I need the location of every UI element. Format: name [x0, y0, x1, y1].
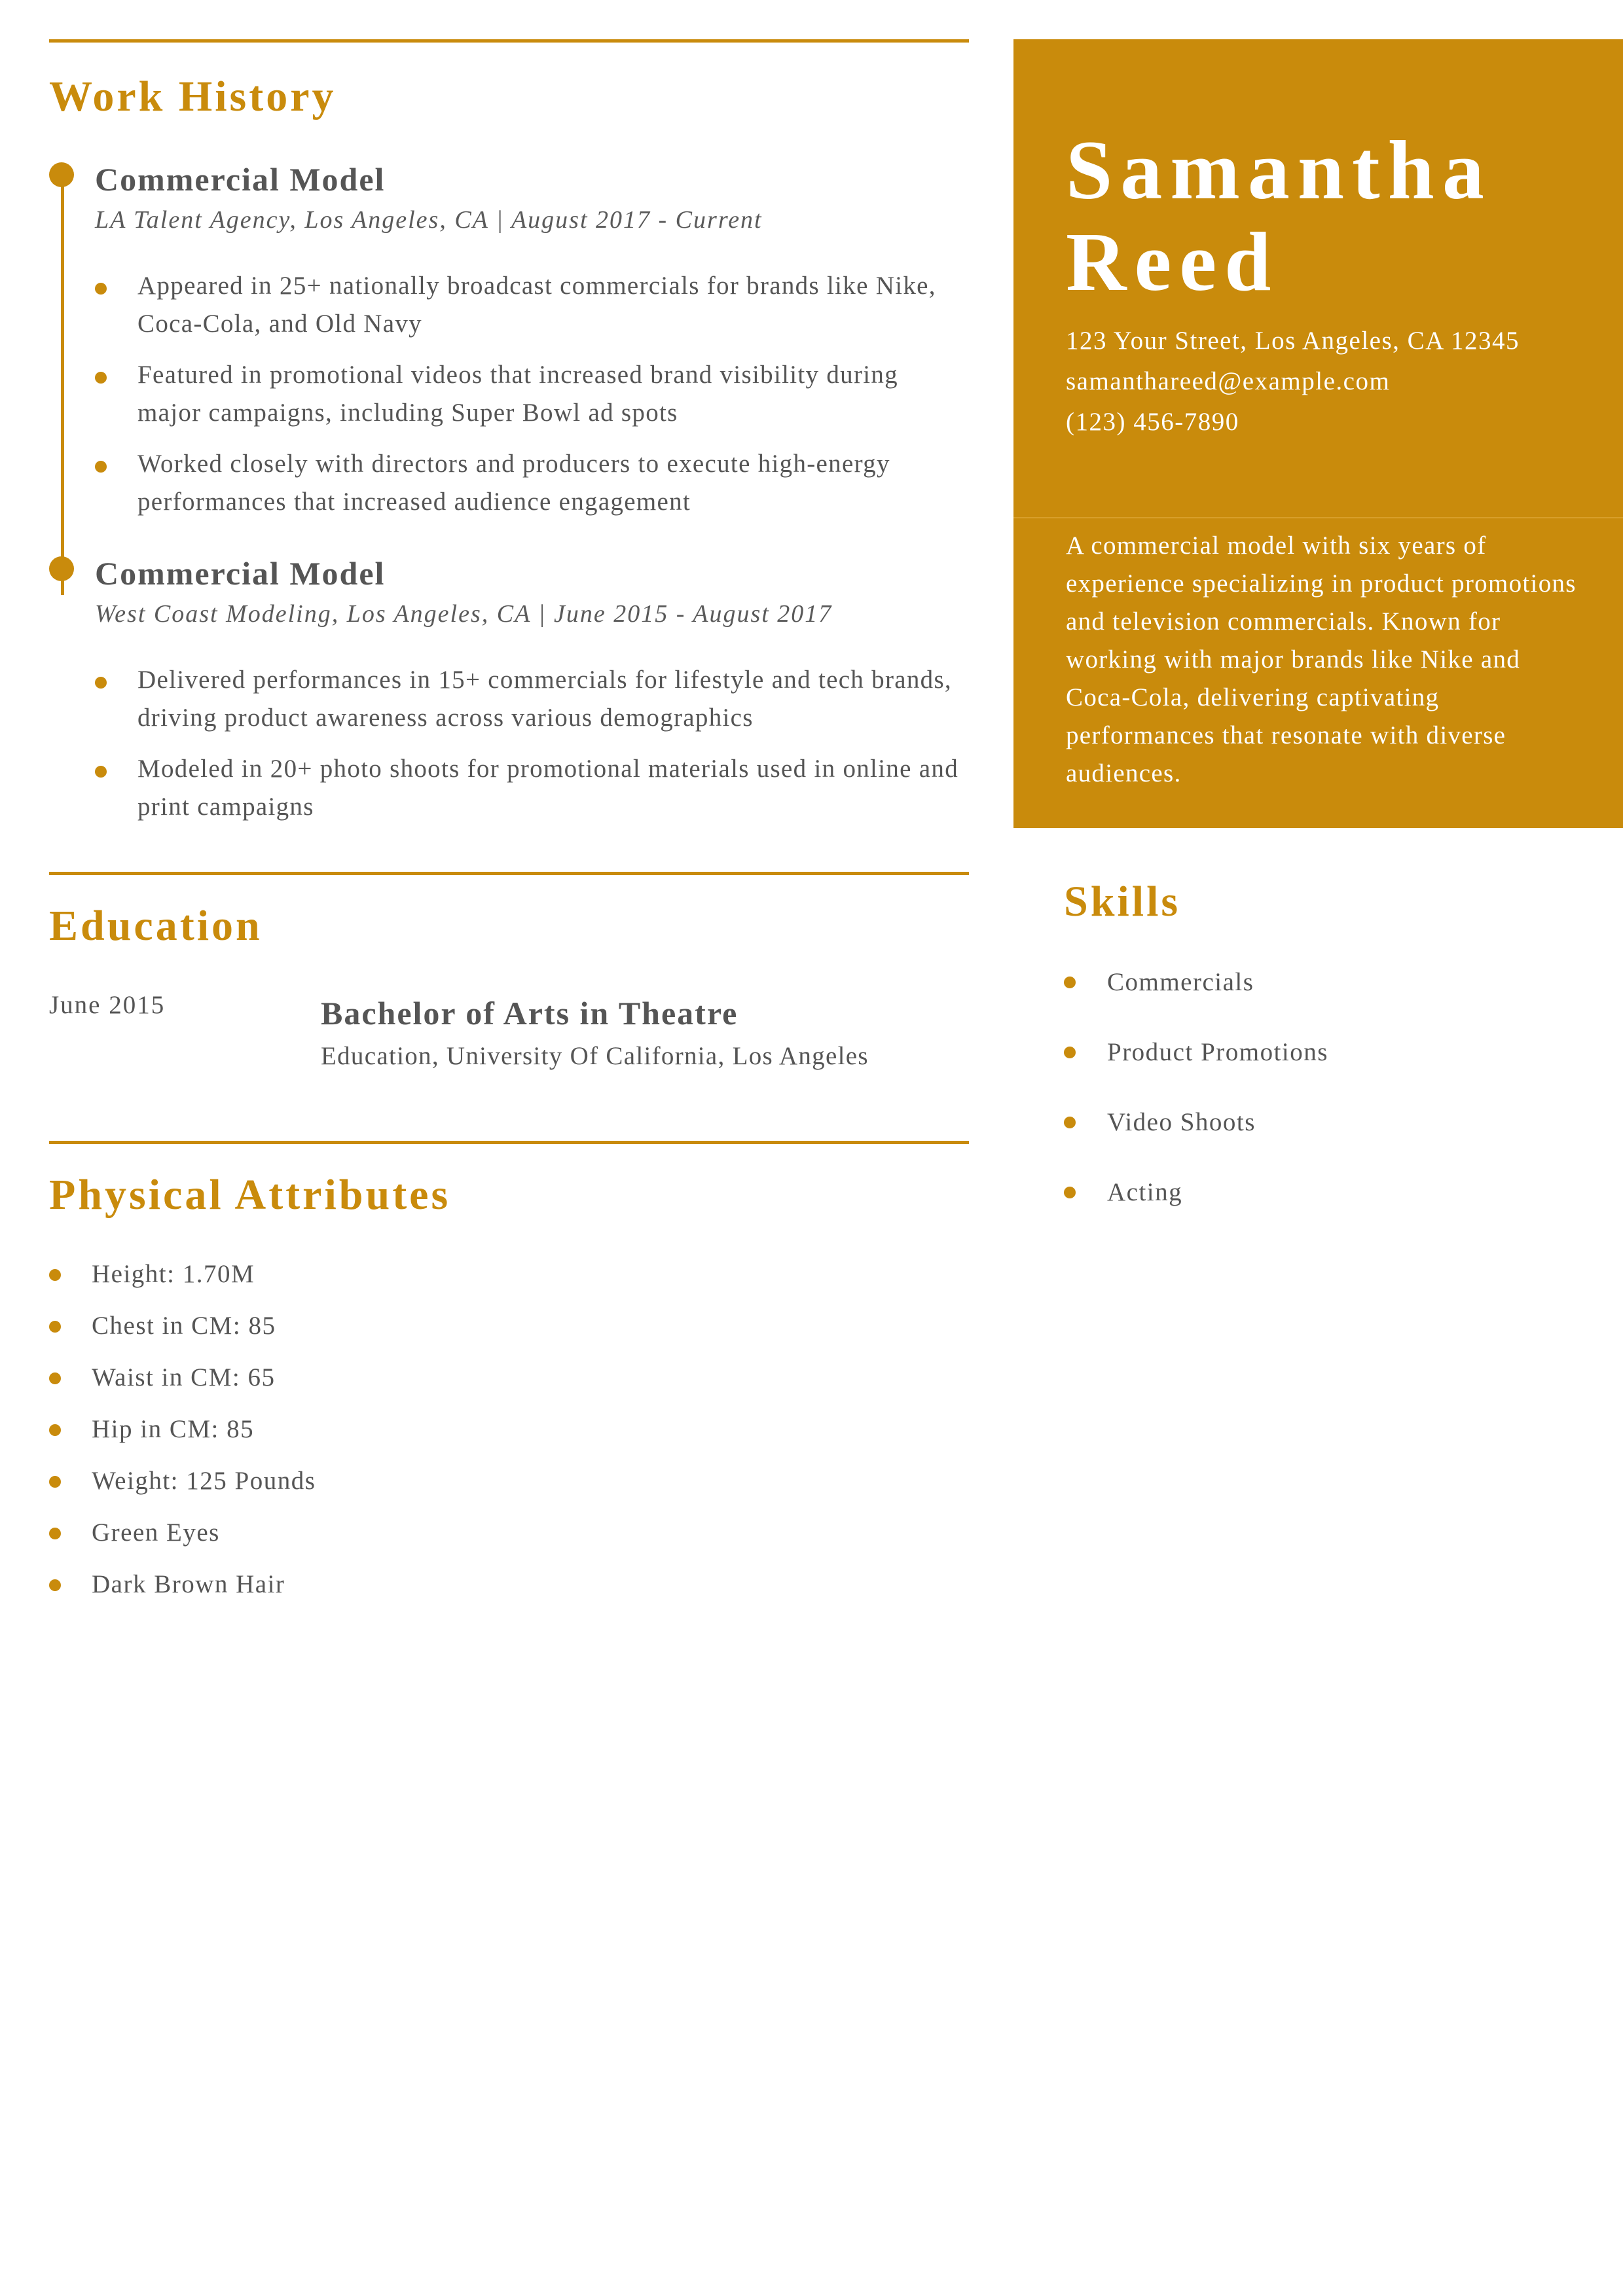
bullet-icon: [49, 1424, 61, 1436]
phone-text: (123) 456-7890: [1066, 408, 1239, 436]
bullet-icon: [1064, 1117, 1076, 1128]
job-bullet-text: Delivered performances in 15+ commercials for lifestyle and tech brands, driving product awareness across various demographics: [137, 666, 952, 732]
job-entry: [95, 160, 969, 521]
bullet-icon: [49, 1528, 61, 1539]
bullet-icon: [95, 461, 107, 473]
attribute-item: [49, 1411, 969, 1448]
job-bullet-text: Modeled in 20+ photo shoots for promotional materials used in online and print campaigns: [137, 755, 959, 821]
skills-section: [1064, 877, 1588, 1246]
job-bullet: [95, 267, 969, 343]
skill-item: [1064, 1176, 1588, 1209]
attribute-text: Green Eyes: [92, 1518, 220, 1547]
attribute-text: Dark Brown Hair: [92, 1570, 285, 1598]
physical-attributes-heading: Physical Attributes: [49, 1171, 451, 1219]
attribute-item: [49, 1566, 969, 1603]
job-employer-dates: West Coast Modeling, Los Angeles, CA | June 2015 - August 2017: [95, 600, 833, 628]
bullet-icon: [1064, 1047, 1076, 1058]
section-divider: [49, 39, 969, 43]
attribute-item: [49, 1359, 969, 1396]
skill-text: Product Promotions: [1107, 1038, 1328, 1066]
education-heading: Education: [49, 902, 263, 950]
skill-text: Commercials: [1107, 968, 1254, 996]
job-bullet: [95, 445, 969, 521]
main-column: [49, 39, 969, 1618]
bullet-icon: [1064, 977, 1076, 988]
bullet-icon: [95, 766, 107, 778]
education-degree: Bachelor of Arts in Theatre: [321, 995, 739, 1031]
section-divider: [49, 872, 969, 875]
timeline-dot-icon: [49, 556, 74, 581]
job-title: Commercial Model: [95, 161, 386, 198]
job-bullet-text: Worked closely with directors and producers to execute high-energy performances that increased audience engagement: [137, 450, 890, 516]
contact-info: [1066, 321, 1520, 442]
skill-item: [1064, 1036, 1588, 1069]
job-title: Commercial Model: [95, 555, 386, 592]
timeline-line: [61, 176, 64, 595]
attribute-item: [49, 1308, 969, 1344]
attribute-text: Waist in CM: 65: [92, 1363, 276, 1391]
job-bullets: [95, 661, 969, 826]
job-entry: [95, 554, 969, 826]
bullet-icon: [95, 283, 107, 295]
skill-item: [1064, 1106, 1588, 1139]
attribute-item: [49, 1515, 969, 1551]
attribute-text: Hip in CM: 85: [92, 1415, 255, 1443]
attribute-text: Weight: 125 Pounds: [92, 1467, 316, 1495]
work-history-heading: Work History: [49, 73, 337, 120]
bullet-icon: [49, 1269, 61, 1281]
attribute-item: [49, 1256, 969, 1293]
name-last: Reed: [1066, 215, 1279, 308]
address-text: 123 Your Street, Los Angeles, CA 12345: [1066, 327, 1520, 355]
skills-heading: Skills: [1064, 878, 1181, 925]
bullet-icon: [49, 1321, 61, 1333]
header-panel: [1013, 39, 1623, 828]
education-school: Education, University Of California, Los Angeles: [321, 1042, 869, 1070]
skill-text: Video Shoots: [1107, 1108, 1256, 1136]
work-timeline: [49, 160, 969, 826]
name-first: Samantha: [1066, 124, 1492, 217]
skill-item: [1064, 966, 1588, 999]
education-date: June 2015: [49, 991, 166, 1019]
skills-list: [1064, 966, 1588, 1209]
bullet-icon: [49, 1372, 61, 1384]
bullet-icon: [49, 1579, 61, 1591]
attribute-text: Height: 1.70M: [92, 1260, 255, 1288]
email-link[interactable]: samanthareed@example.com: [1066, 367, 1391, 395]
physical-attributes-list: [49, 1256, 969, 1603]
bullet-icon: [95, 372, 107, 384]
bullet-icon: [95, 677, 107, 689]
job-bullet: [95, 356, 969, 432]
skill-text: Acting: [1107, 1178, 1183, 1206]
bullet-icon: [1064, 1187, 1076, 1198]
timeline-dot-icon: [49, 162, 74, 187]
attribute-text: Chest in CM: 85: [92, 1312, 276, 1340]
section-divider: [49, 1141, 969, 1144]
job-bullet: [95, 661, 969, 737]
bullet-icon: [49, 1476, 61, 1488]
job-employer-dates: LA Talent Agency, Los Angeles, CA | August 2017 - Current: [95, 206, 763, 234]
job-bullet-text: Appeared in 25+ nationally broadcast commercials for brands like Nike, Coca-Cola, and Old Navy: [137, 272, 936, 338]
job-bullet-text: Featured in promotional videos that increased brand visibility during major campaigns, including Super Bowl ad spots: [137, 361, 898, 427]
job-bullet: [95, 750, 969, 826]
candidate-name: [1066, 124, 1492, 308]
attribute-item: [49, 1463, 969, 1499]
header-divider: [1013, 517, 1623, 518]
professional-summary: A commercial model with six years of experience specializing in product promotions and television commercials. Known for working with major brands like Nike and Coca-Cola, delivering captivating performances that resonate with diverse audiences.: [1066, 531, 1577, 787]
education-entry: [49, 990, 969, 1075]
job-bullets: [95, 267, 969, 521]
